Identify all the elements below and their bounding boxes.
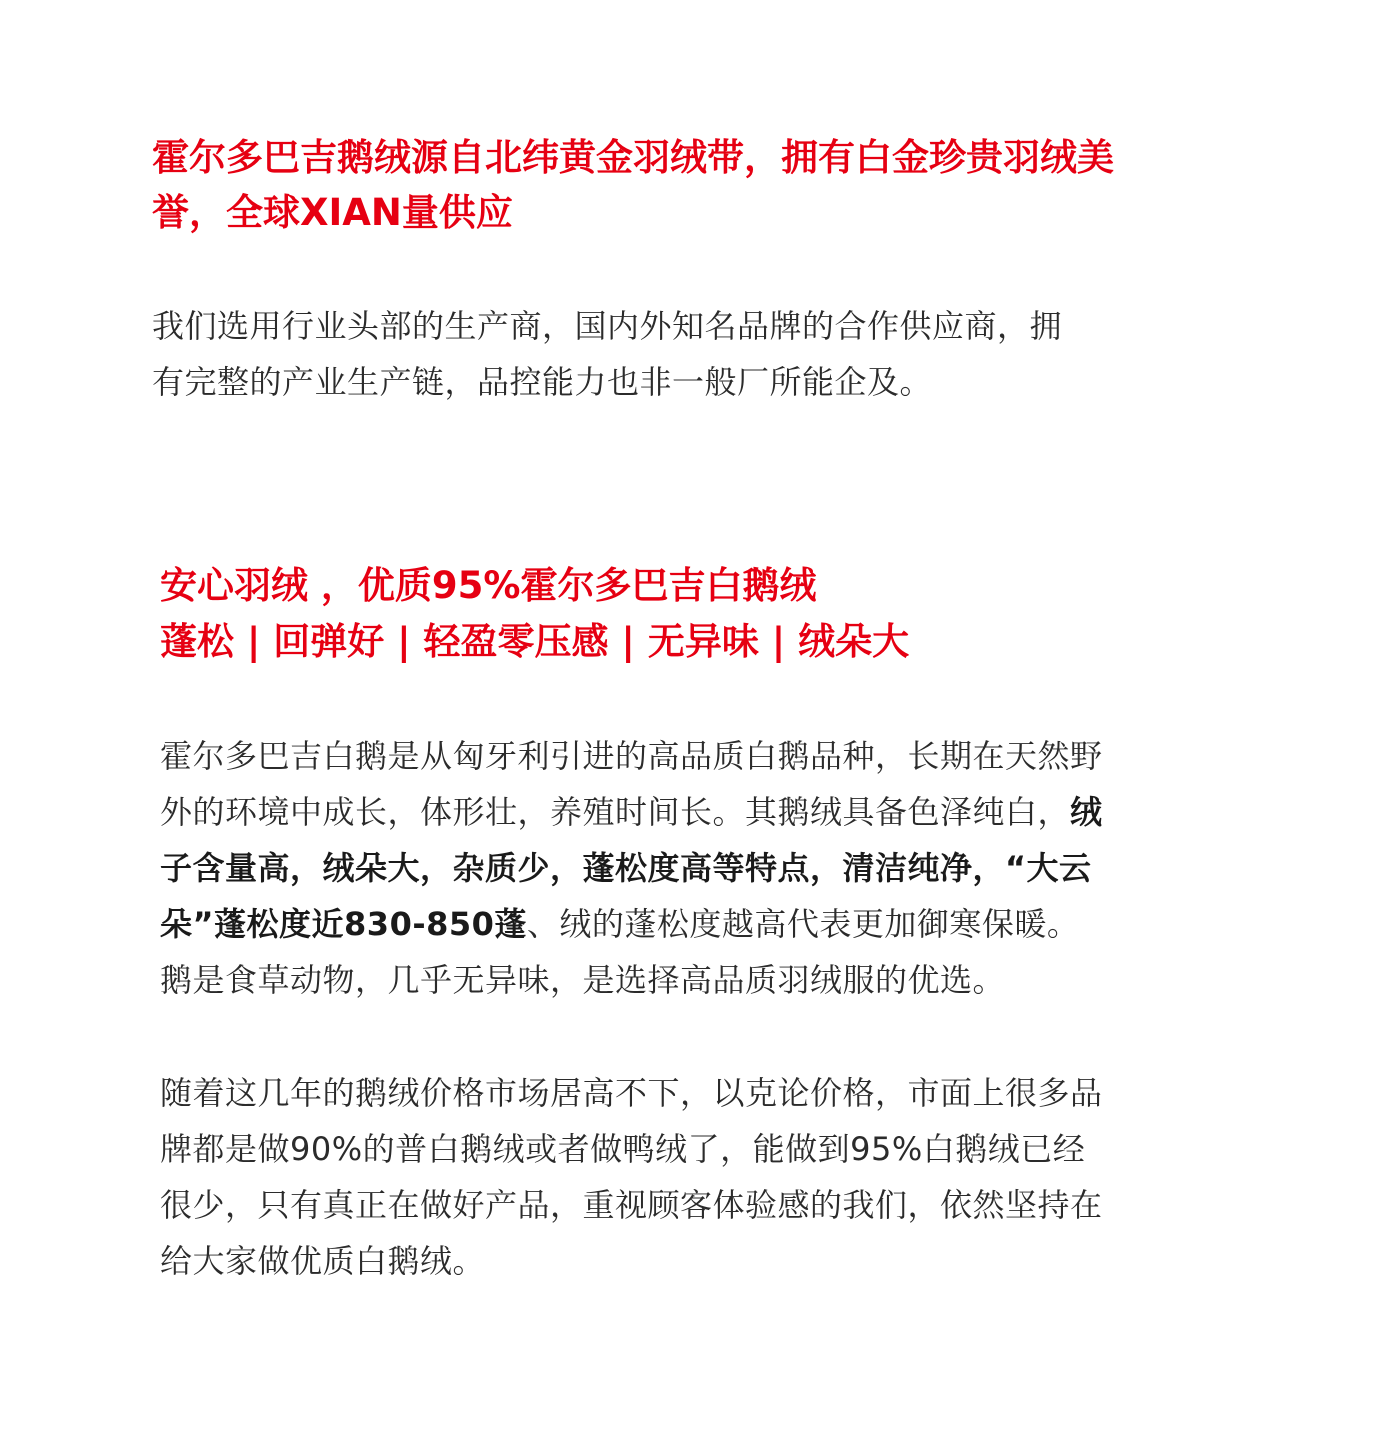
paragraph-line	[160, 784, 1270, 840]
paragraph-line: 牌都是做90%的普白鹅绒或者做鸭绒了，能做到95%白鹅绒已经	[160, 1130, 1086, 1168]
paragraph-line	[160, 840, 1270, 896]
section2-heading-features: 蓬松 | 回弹好 | 轻盈零压感 | 无异味 | 绒朵大	[160, 620, 910, 663]
section1-paragraph	[152, 298, 1262, 410]
section1-paragraph-line2: 有完整的产业生产链，品控能力也非一般厂所能企及。	[152, 363, 933, 401]
section2-paragraph-goose-intro	[160, 728, 1270, 1008]
section1-paragraph-line1: 我们选用行业头部的生产商，国内外知名品牌的合作供应商，拥	[152, 307, 1063, 345]
paragraph-highlight: 子含量高，绒朵大，杂质少，蓬松度高等特点，清洁纯净，“大云	[160, 849, 1092, 887]
paragraph-line: 随着这几年的鹅绒价格市场居高不下，以克论价格，市面上很多品	[160, 1074, 1103, 1112]
paragraph-line: 鹅是食草动物，几乎无异味，是选择高品质羽绒服的优选。	[160, 961, 1006, 999]
paragraph-text: 、绒的蓬松度越高代表更加御寒保暖。	[526, 905, 1080, 943]
section1-heading-line1: 霍尔多巴吉鹅绒源自北纬黄金羽绒带，拥有白金珍贵羽绒美	[152, 136, 1114, 179]
section2-paragraph-market	[160, 1065, 1270, 1289]
paragraph-line: 霍尔多巴吉白鹅是从匈牙利引进的高品质白鹅品种，长期在天然野	[160, 737, 1103, 775]
paragraph-line: 很少，只有真正在做好产品，重视顾客体验感的我们，依然坚持在	[160, 1186, 1103, 1224]
section2-heading-line1: 安心羽绒 ，优质95%霍尔多巴吉白鹅绒	[160, 564, 817, 607]
paragraph-line	[160, 896, 1270, 952]
section2-heading	[160, 558, 1260, 670]
paragraph-highlight: 朵”蓬松度近830-850蓬	[160, 905, 527, 943]
section1-heading	[152, 130, 1272, 240]
paragraph-line: 给大家做优质白鹅绒。	[160, 1242, 486, 1280]
section1-heading-line2: 誉，全球XIAN量供应	[152, 191, 513, 234]
paragraph-highlight: 绒	[1070, 793, 1103, 831]
paragraph-text: 外的环境中成长，体形壮，养殖时间长。其鹅绒具备色泽纯白，	[160, 793, 1071, 831]
